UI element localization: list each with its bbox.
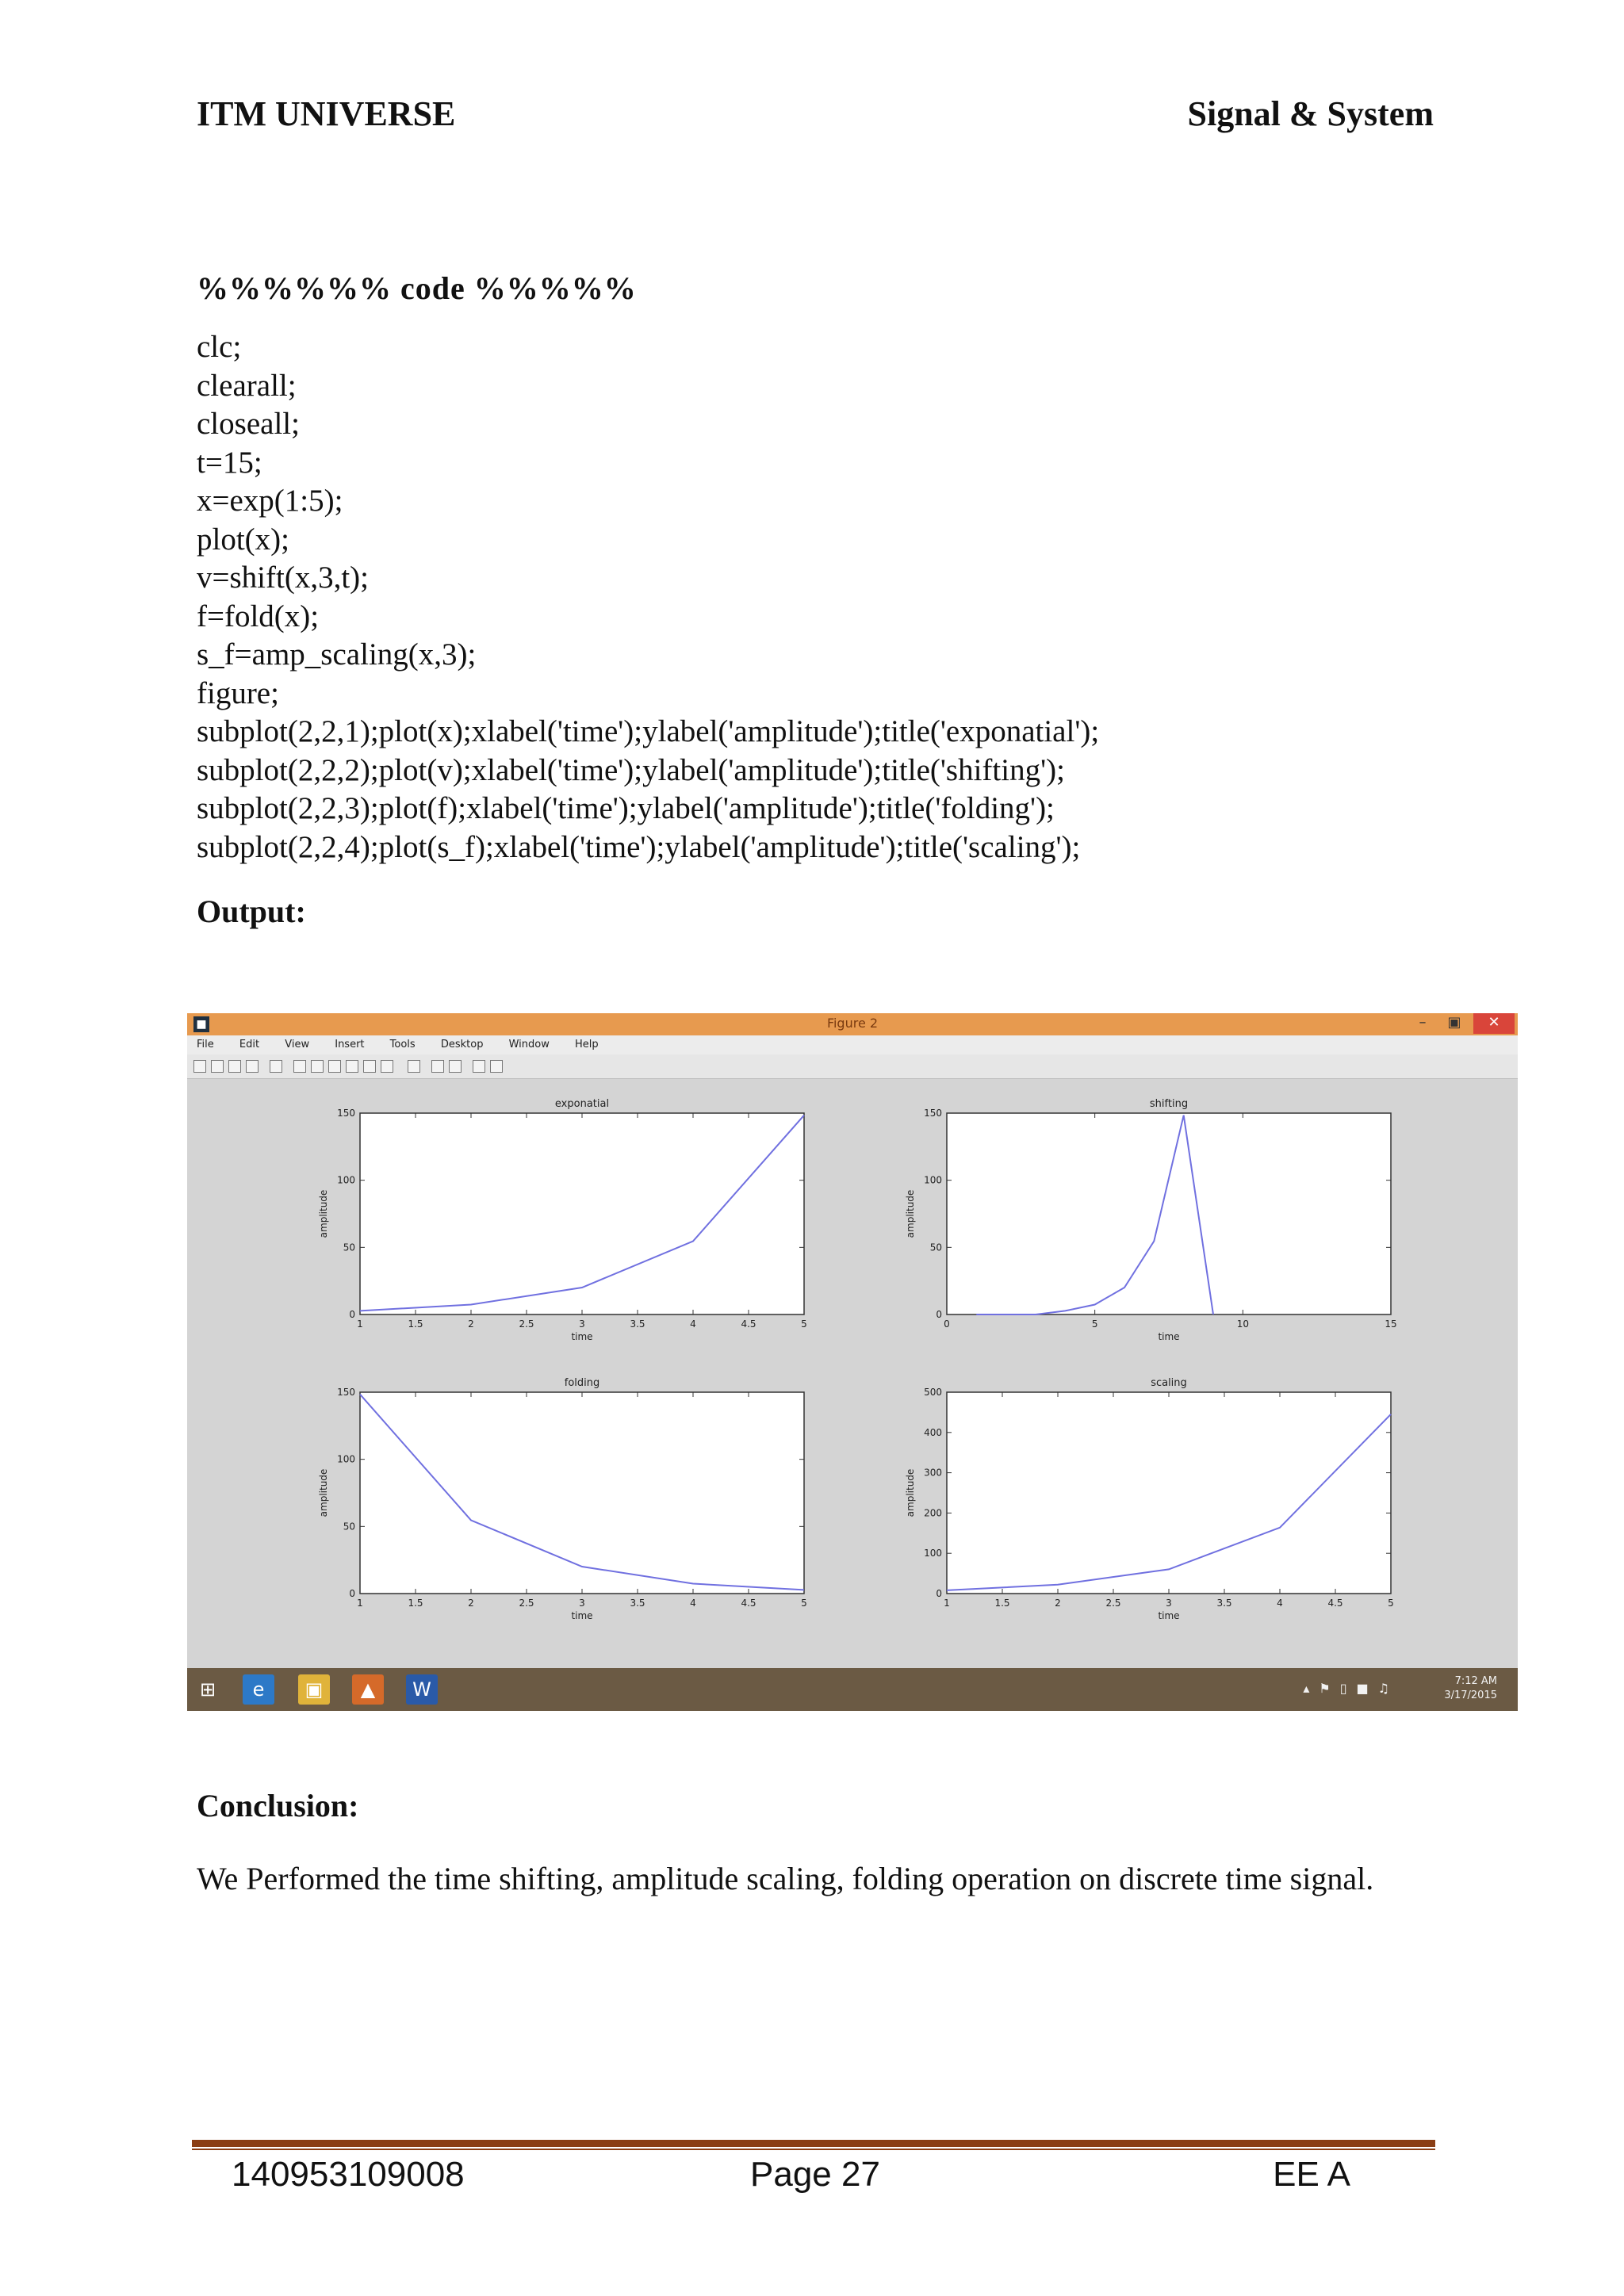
x-tick-label: 3 <box>579 1318 585 1330</box>
open-file-icon[interactable] <box>211 1060 224 1073</box>
header-institution: ITM UNIVERSE <box>197 94 456 133</box>
x-tick-label: 15 <box>1385 1318 1397 1330</box>
data-cursor-icon[interactable] <box>363 1060 376 1073</box>
print-icon[interactable] <box>246 1060 259 1073</box>
taskbar-clock[interactable] <box>1444 1674 1497 1703</box>
brush-icon[interactable] <box>381 1060 393 1073</box>
new-figure-icon[interactable] <box>193 1060 206 1073</box>
code-line: subplot(2,2,1);plot(x);xlabel('time');ylabel('amplitude');title('exponatial'); <box>197 714 1100 748</box>
show-plot-tools-icon[interactable] <box>490 1060 503 1073</box>
y-tick-label: 0 <box>349 1309 355 1320</box>
code-line: v=shift(x,3,t); <box>197 561 369 595</box>
subplot-title: exponatial <box>554 1098 610 1110</box>
code-line: s_f=amp_scaling(x,3); <box>197 637 477 672</box>
x-tick-label: 5 <box>801 1598 807 1609</box>
y-tick-label: 300 <box>924 1467 942 1479</box>
x-tick-label: 2.5 <box>1105 1598 1121 1609</box>
colorbar-icon[interactable] <box>431 1060 444 1073</box>
x-tick-label: 3.5 <box>630 1318 645 1330</box>
x-tick-label: 3 <box>1166 1598 1172 1609</box>
x-tick-label: 3 <box>579 1598 585 1609</box>
code-line: clc; <box>197 330 242 364</box>
footer-enrollment: 140953109008 <box>232 2155 465 2194</box>
menu-bar <box>187 1035 1518 1054</box>
y-tick-label: 50 <box>343 1521 355 1533</box>
output-heading: Output: <box>197 894 306 929</box>
y-axis-label: amplitude <box>318 1189 329 1238</box>
x-tick-label: 4 <box>1277 1598 1283 1609</box>
internet-explorer-icon[interactable]: e <box>243 1674 274 1705</box>
x-axis-label: time <box>571 1331 593 1342</box>
subplot-axes <box>947 1392 1391 1594</box>
x-tick-label: 2 <box>468 1318 474 1330</box>
zoom-in-icon[interactable] <box>293 1060 306 1073</box>
x-tick-label: 5 <box>801 1318 807 1330</box>
x-tick-label: 2.5 <box>519 1598 534 1609</box>
menu-file[interactable]: File <box>197 1039 214 1050</box>
x-tick-label: 10 <box>1236 1318 1249 1330</box>
file-explorer-icon[interactable]: ▣ <box>298 1674 330 1705</box>
x-tick-label: 4.5 <box>741 1318 756 1330</box>
y-tick-label: 100 <box>337 1174 355 1186</box>
save-icon[interactable] <box>228 1060 241 1073</box>
code-line: f=fold(x); <box>197 599 320 633</box>
y-tick-label: 0 <box>936 1588 942 1599</box>
code-line: plot(x); <box>197 522 289 557</box>
subplot-grid <box>187 1078 1518 1668</box>
conclusion-heading: Conclusion: <box>197 1788 359 1823</box>
subplot-title: folding <box>564 1377 600 1389</box>
x-tick-label: 3.5 <box>630 1598 645 1609</box>
conclusion-text: We Performed the time shifting, amplitude scaling, folding operation on discrete time signal. <box>197 1861 1374 1896</box>
x-tick-label: 4.5 <box>741 1598 756 1609</box>
pan-icon[interactable] <box>328 1060 341 1073</box>
footer-divider-thin <box>192 2149 1435 2150</box>
y-tick-label: 100 <box>924 1174 942 1186</box>
y-tick-label: 100 <box>337 1453 355 1465</box>
menu-help[interactable]: Help <box>575 1039 599 1050</box>
x-tick-label: 2.5 <box>519 1318 534 1330</box>
x-tick-label: 2 <box>468 1598 474 1609</box>
code-line: subplot(2,2,3);plot(f);xlabel('time');ylabel('amplitude');title('folding'); <box>197 791 1055 825</box>
x-tick-label: 4 <box>690 1598 696 1609</box>
x-axis-label: time <box>1158 1331 1180 1342</box>
hide-plot-tools-icon[interactable] <box>473 1060 485 1073</box>
footer-class: EE A <box>1273 2155 1350 2194</box>
menu-view[interactable]: View <box>285 1039 310 1050</box>
y-tick-label: 100 <box>924 1548 942 1559</box>
code-block <box>197 328 1099 867</box>
rotate-3d-icon[interactable] <box>346 1060 358 1073</box>
link-plot-icon[interactable] <box>408 1060 420 1073</box>
x-tick-label: 1.5 <box>408 1318 423 1330</box>
menu-edit[interactable]: Edit <box>239 1039 260 1050</box>
footer-page-number: Page 27 <box>750 2155 880 2194</box>
menu-insert[interactable]: Insert <box>335 1039 365 1050</box>
x-tick-label: 5 <box>1091 1318 1098 1330</box>
y-tick-label: 150 <box>337 1387 355 1398</box>
matlab-icon[interactable]: ▲ <box>352 1674 384 1705</box>
code-heading: %%%%%% code %%%%% <box>197 270 637 306</box>
y-tick-label: 150 <box>924 1108 942 1119</box>
system-tray-icons[interactable]: ▴⚑▯■♫ <box>1303 1681 1399 1696</box>
word-icon[interactable]: W <box>406 1674 438 1705</box>
menu-window[interactable]: Window <box>508 1039 550 1050</box>
code-line: subplot(2,2,4);plot(s_f);xlabel('time');ylabel('amplitude');title('scaling'); <box>197 829 1081 864</box>
matlab-figure-icon: ■ <box>193 1016 209 1032</box>
y-tick-label: 0 <box>936 1309 942 1320</box>
y-tick-label: 0 <box>349 1588 355 1599</box>
x-tick-label: 0 <box>944 1318 950 1330</box>
y-tick-label: 150 <box>337 1108 355 1119</box>
subplot-axes <box>947 1113 1391 1314</box>
x-tick-label: 4.5 <box>1327 1598 1343 1609</box>
y-tick-label: 50 <box>343 1242 355 1253</box>
y-tick-label: 50 <box>929 1242 942 1253</box>
maximize-icon[interactable]: ▣ <box>1447 1014 1461 1031</box>
y-axis-label: amplitude <box>905 1189 916 1238</box>
clock-date: 3/17/2015 <box>1444 1689 1497 1701</box>
code-line: figure; <box>197 675 279 710</box>
x-axis-label: time <box>571 1610 593 1621</box>
figure-toolbar <box>187 1054 1518 1079</box>
y-axis-label: amplitude <box>905 1468 916 1517</box>
legend-icon[interactable] <box>449 1060 462 1073</box>
x-tick-label: 1.5 <box>994 1598 1010 1609</box>
subplot-axes <box>360 1113 804 1314</box>
x-axis-label: time <box>1158 1610 1180 1621</box>
menu-tools[interactable]: Tools <box>389 1039 416 1050</box>
edit-plot-icon[interactable] <box>270 1060 282 1073</box>
code-line: closeall; <box>197 407 300 441</box>
x-tick-label: 2 <box>1055 1598 1061 1609</box>
y-tick-label: 500 <box>924 1387 942 1398</box>
figure-window-screenshot <box>187 1013 1518 1711</box>
code-line: x=exp(1:5); <box>197 484 343 518</box>
x-tick-label: 1 <box>357 1598 363 1609</box>
close-icon[interactable]: ✕ <box>1473 1013 1515 1034</box>
zoom-out-icon[interactable] <box>311 1060 324 1073</box>
x-tick-label: 4 <box>690 1318 696 1330</box>
code-line: clearall; <box>197 368 297 403</box>
x-tick-label: 5 <box>1388 1598 1394 1609</box>
window-title: Figure 2 <box>826 1016 879 1031</box>
minimize-icon[interactable]: – <box>1419 1014 1427 1031</box>
windows-taskbar <box>187 1668 1518 1711</box>
footer-divider <box>192 2140 1435 2147</box>
x-tick-label: 3.5 <box>1216 1598 1232 1609</box>
code-line: subplot(2,2,2);plot(v);xlabel('time');ylabel('amplitude');title('shifting'); <box>197 752 1065 787</box>
subplot-title: shifting <box>1149 1098 1189 1110</box>
menu-desktop[interactable]: Desktop <box>440 1039 484 1050</box>
subplot-title: scaling <box>1151 1377 1187 1389</box>
y-tick-label: 200 <box>924 1507 942 1519</box>
x-tick-label: 1 <box>944 1598 950 1609</box>
window-titlebar <box>187 1013 1518 1035</box>
clock-time: 7:12 AM <box>1454 1675 1497 1687</box>
y-axis-label: amplitude <box>318 1468 329 1517</box>
header-subject: Signal & System <box>1187 94 1434 133</box>
code-line: t=15; <box>197 445 262 480</box>
start-icon[interactable]: ⊞ <box>199 1678 216 1701</box>
y-tick-label: 400 <box>924 1426 942 1438</box>
subplot-axes <box>360 1392 804 1594</box>
x-tick-label: 1.5 <box>408 1598 423 1609</box>
x-tick-label: 1 <box>357 1318 363 1330</box>
